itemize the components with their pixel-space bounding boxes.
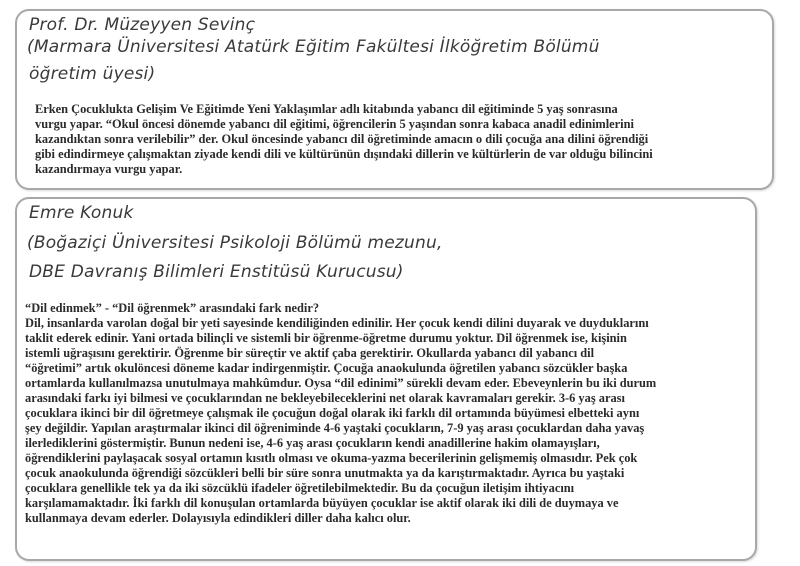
paragraph-line: arasındaki farkı iyi bilmesi ve çocuklarından ne bekleyebileceklerini net olarak kavramaları gerekir. 3-6 yaş arası: [25, 391, 625, 405]
paragraph-line: şey değildir. Yapılan araştırmalar ikinci dil öğreniminde 4-6 yaştaki çocukların, 7-9 yaş arası çocuklardan daha yavaş: [25, 421, 645, 435]
paragraph-line: kazandırmaya vurgu yapar.: [35, 162, 183, 176]
paragraph-line: ilerlediklerini göstermiştir. Bunun nedeni ise, 4-6 yaş arası çocukların kendi anadillerine hakim olamayışları,: [25, 436, 600, 450]
paragraph-line: çocuklara genellikle tek ya da iki sözcüklü ifadeler öğretilebilmektedir. Bu da çocuğun iletişim ihtiyacını: [25, 481, 575, 495]
paragraph-line: vurgu yapar. “Okul öncesi dönemde yabancı dil eğitimi, öğrencilerin 5 yaşından sonra kabaca anadil edinimlerini: [35, 117, 634, 131]
paragraph-line: “öğretimi” artık okulöncesi döneme kadar indirgenmiştir. Çocuğa anaokulunda öğretilen yabancı sözcükler başka: [25, 361, 628, 375]
author-name: Emre Konuk: [29, 203, 134, 223]
paragraph-line: öğrendiklerini paylaşacak sosyal ortamın kısıtlı olması ve okuma-yazma becerilerinin gelişmemiş olmasıdır. Pek çok: [25, 451, 638, 465]
paragraph-line: ortamlarda kullanılmazsa unutulmaya mahkûmdur. Oysa “dil edinimi” sürekli devam eder. Ebeveynlerin bu iki durum: [25, 376, 657, 390]
paragraph-heading: “Dil edinmek” - “Dil öğrenmek” arasındaki fark nedir?: [25, 301, 320, 315]
paragraph-line: Erken Çocuklukta Gelişim Ve Eğitimde Yeni Yaklaşımlar adlı kitabında yabancı dil eğitiminde 5 yaş sonrasına: [35, 102, 618, 116]
author-affiliation-line2: DBE Davranış Bilimleri Enstitüsü Kurucusu): [29, 262, 404, 282]
author-affiliation-line1: (Marmara Üniversitesi Atatürk Eğitim Fakültesi İlköğretim Bölümü: [27, 37, 600, 57]
paragraph-line: çocuklara ikinci bir dil öğretmeye çalışmak ile çocuğun doğal olarak iki farklı dil ortamında büyümesi elbetteki aynı: [25, 406, 640, 420]
paragraph-line: taklit ederek edinir. Yani ortada bilinçli ve sistemli bir öğrenme-öğretme durumu yoktur. Dil öğrenmek ise, kişinin: [25, 331, 627, 345]
author-affiliation-line2: öğretim üyesi): [29, 64, 156, 84]
paragraph-line: istemli uğraşısını gerektirir. Öğrenme bir süreçtir ve aktif çaba gerektirir. Okullarda yabancı dil yabancı dil: [25, 346, 595, 360]
paragraph-line: Dil, insanlarda varolan doğal bir yeti sayesinde kendiliğinden edinilir. Her çocuk kendi dilini duyarak ve duyduklarını: [25, 316, 649, 330]
paragraph-line: kazandıktan sonra verilebilir” der. Okul öncesinde yabancı dil öğretiminde amacın o dili çocuğa ana dilini öğrendiği: [35, 132, 649, 146]
paragraph-line: çocuk anaokulunda öğrendiği sözcükleri belli bir süre sonra unutmakta ya da karıştırmaktadır. Ayrıca bu yaştaki: [25, 466, 625, 480]
paragraph-line: gibi edindirmeye çalışmaktan ziyade kendi dili ve kültürünün dışındaki dillerin ve kültürlerin de var olduğu bilincini: [35, 147, 653, 161]
paragraph-line: karşılamamaktadır. İki farklı dil konuşulan ortamlarda büyüyen çocuklar ise aktif olarak iki dili de duymaya ve: [25, 496, 619, 510]
quote-card-konuk: [15, 197, 757, 561]
author-name: Prof. Dr. Müzeyyen Sevinç: [29, 15, 256, 35]
paragraph-line: kullanmaya devam ederler. Dolayısıyla edindikleri diller daha kalıcı olur.: [25, 511, 411, 525]
author-affiliation-line1: (Boğaziçi Üniversitesi Psikoloji Bölümü mezunu,: [27, 233, 443, 253]
quote-card-sevinc: [15, 9, 774, 190]
